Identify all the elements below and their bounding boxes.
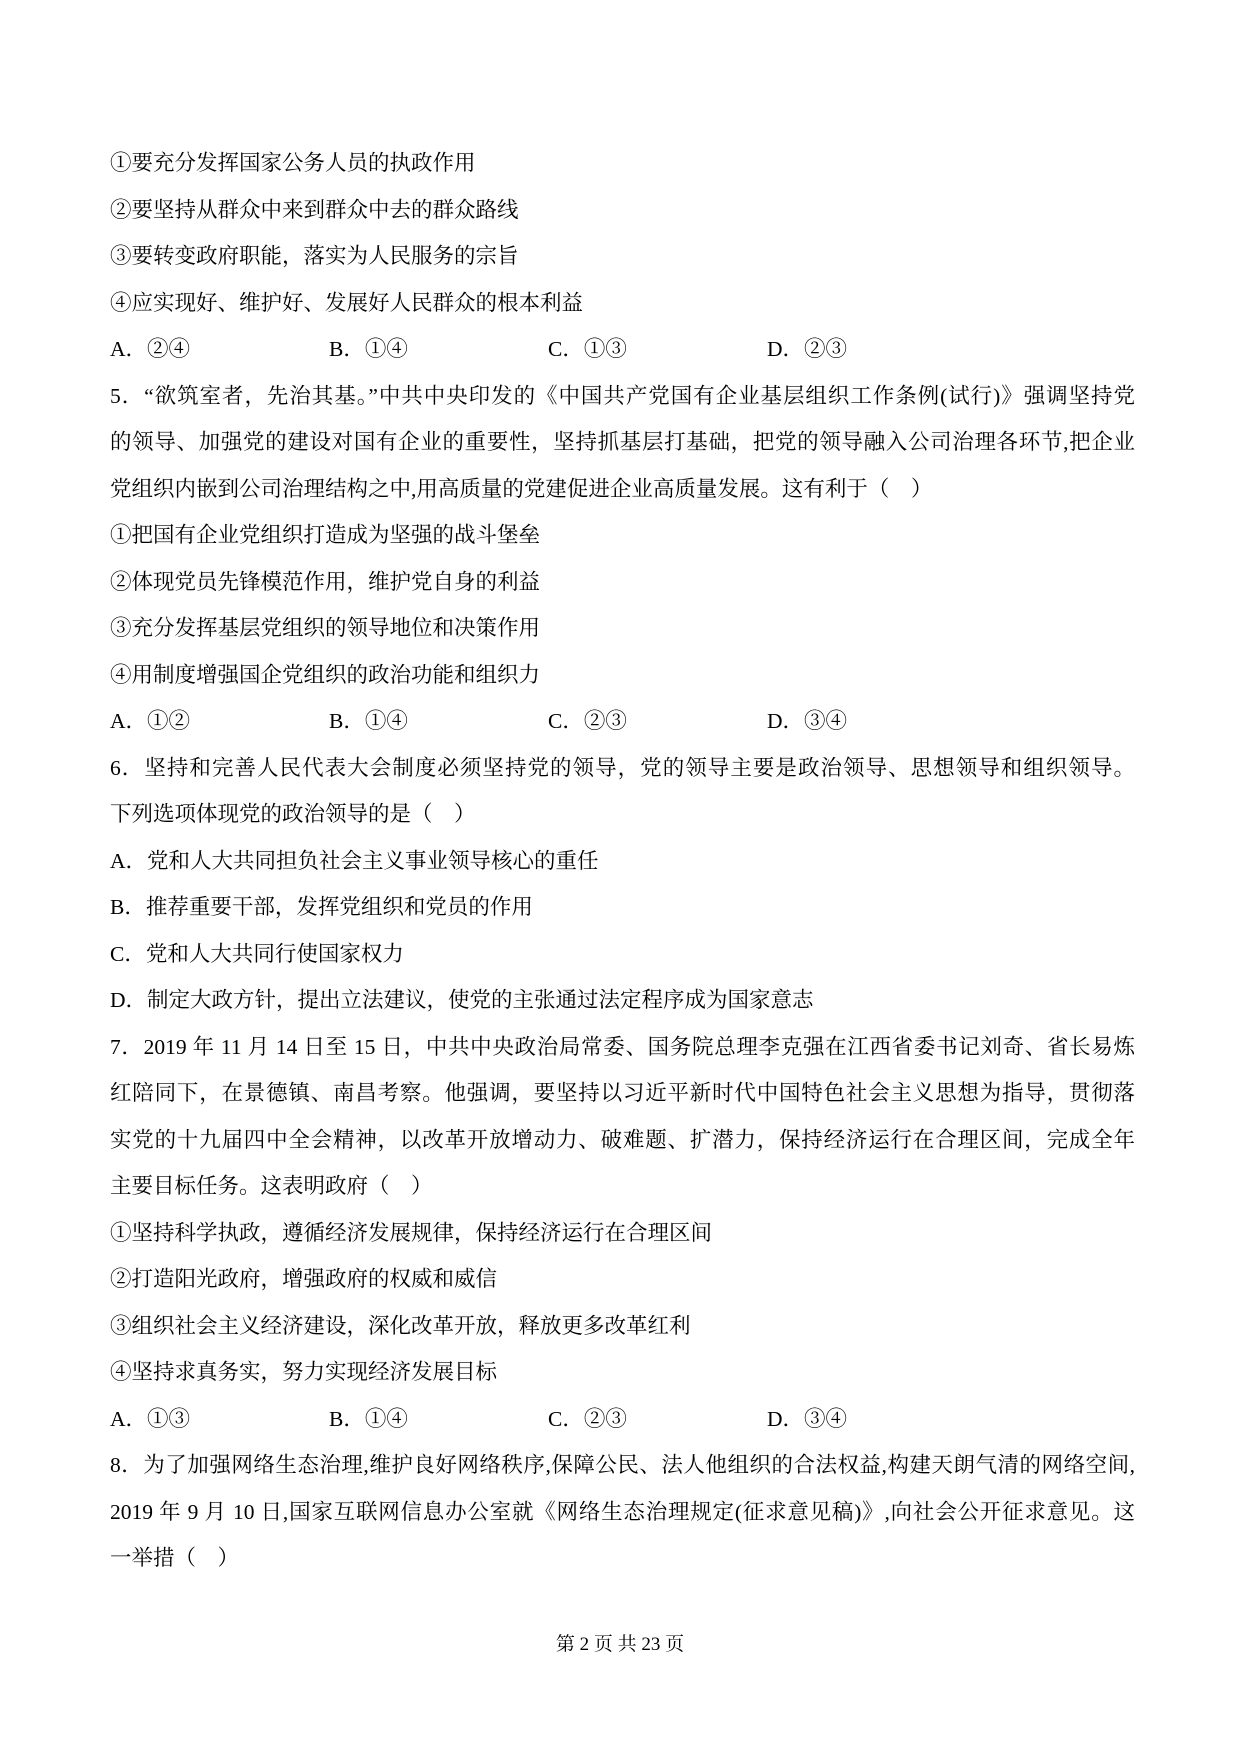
q4-option-item-1: ①要充分发挥国家公务人员的执政作用 [110, 151, 476, 175]
q6-choice-d: D．制定大政方针，提出立法建议，使党的主张通过法定程序成为国家意志 [110, 988, 814, 1012]
q5-stem-line-3: 党组织内嵌到公司治理结构之中,用高质量的党建促进企业高质量发展。这有利于（ ） [110, 476, 933, 501]
q6-choice-c: C．党和人大共同行使国家权力 [110, 941, 404, 966]
q6-choice-b: B．推荐重要干部，发挥党组织和党员的作用 [110, 895, 533, 919]
q7-stem-line-4: 主要目标任务。这表明政府（ ） [110, 1174, 433, 1198]
answer-choice-b: B．①④ [329, 1406, 408, 1431]
answer-choice-c: C．②③ [548, 709, 627, 733]
q5-option-item-1: ①把国有企业党组织打造成为坚强的战斗堡垒 [110, 523, 541, 547]
q5-option-item-2: ②体现党员先锋模范作用，维护党自身的利益 [110, 569, 541, 594]
q4-answer-row [110, 326, 1135, 373]
q7-option-item-4: ④坚持求真务实，努力实现经济发展目标 [110, 1360, 498, 1384]
answer-choice-a: A．①② [110, 709, 191, 733]
answer-choice-a: A．②④ [110, 337, 191, 361]
q7-option-item-1: ①坚持科学执政，遵循经济发展规律，保持经济运行在合理区间 [110, 1220, 713, 1245]
q5-stem-line-2: 的领导、加强党的建设对国有企业的重要性，坚持抓基层打基础，把党的领导融入公司治理各环节,把企业 [110, 430, 1135, 454]
answer-choice-c: C．②③ [548, 1406, 627, 1431]
q5-option-item-3: ③充分发挥基层党组织的领导地位和决策作用 [110, 616, 541, 640]
q6-stem-line-2: 下列选项体现党的政治领导的是（ ） [110, 802, 476, 826]
q6-choice-a: A．党和人大共同担负社会主义事业领导核心的重任 [110, 848, 599, 873]
q8-stem-line-3: 一举措（ ） [110, 1546, 240, 1570]
q7-answer-row [110, 1396, 1135, 1443]
q7-stem-line-3: 实党的十九届四中全会精神，以改革开放增动力、破难题、扩潜力，保持经济运行在合理区间，完成全年 [110, 1127, 1135, 1152]
q8-stem-line-1: 8．为了加强网络生态治理,维护良好网络秩序,保障公民、法人他组织的合法权益,构建天朗气清的网络空间, [110, 1453, 1135, 1477]
answer-choice-a: A．①③ [110, 1406, 191, 1431]
q5-answer-row [110, 698, 1135, 745]
q6-stem-line-1: 6．坚持和完善人民代表大会制度必须坚持党的领导，党的领导主要是政治领导、思想领导和组织领导。 [110, 755, 1135, 780]
q7-option-item-2: ②打造阳光政府，增强政府的权威和威信 [110, 1267, 498, 1291]
q4-option-item-3: ③要转变政府职能，落实为人民服务的宗旨 [110, 244, 519, 268]
page-footer: 第 2 页 共 23 页 [555, 1634, 685, 1655]
answer-choice-d: D．②③ [767, 337, 848, 361]
answer-choice-d: D．③④ [767, 709, 848, 733]
q8-stem-line-2: 2019 年 9 月 10 日,国家互联网信息办公室就《网络生态治理规定(征求意见稿)》,向社会公开征求意见。这 [110, 1499, 1135, 1524]
q5-option-item-4: ④用制度增强国企党组织的政治功能和组织力 [110, 662, 541, 687]
answer-choice-b: B．①④ [329, 709, 408, 733]
q7-option-item-3: ③组织社会主义经济建设，深化改革开放，释放更多改革红利 [110, 1313, 691, 1338]
answer-choice-b: B．①④ [329, 337, 408, 361]
q7-stem-line-1: 7．2019 年 11 月 14 日至 15 日，中共中央政治局常委、国务院总理李克强在江西省委书记刘奇、省长易炼 [110, 1034, 1135, 1059]
exam-page-body [110, 140, 1135, 1582]
answer-choice-c: C．①③ [548, 337, 627, 361]
q4-option-item-4: ④应实现好、维护好、发展好人民群众的根本利益 [110, 290, 584, 315]
q4-option-item-2: ②要坚持从群众中来到群众中去的群众路线 [110, 197, 519, 222]
answer-choice-d: D．③④ [767, 1406, 848, 1431]
q5-stem-line-1: 5．“欲筑室者，先治其基。”中共中央印发的《中国共产党国有企业基层组织工作条例(试行)》强调坚持党 [110, 383, 1135, 408]
q7-stem-line-2: 红陪同下，在景德镇、南昌考察。他强调，要坚持以习近平新时代中国特色社会主义思想为指导，贯彻落 [110, 1081, 1135, 1105]
